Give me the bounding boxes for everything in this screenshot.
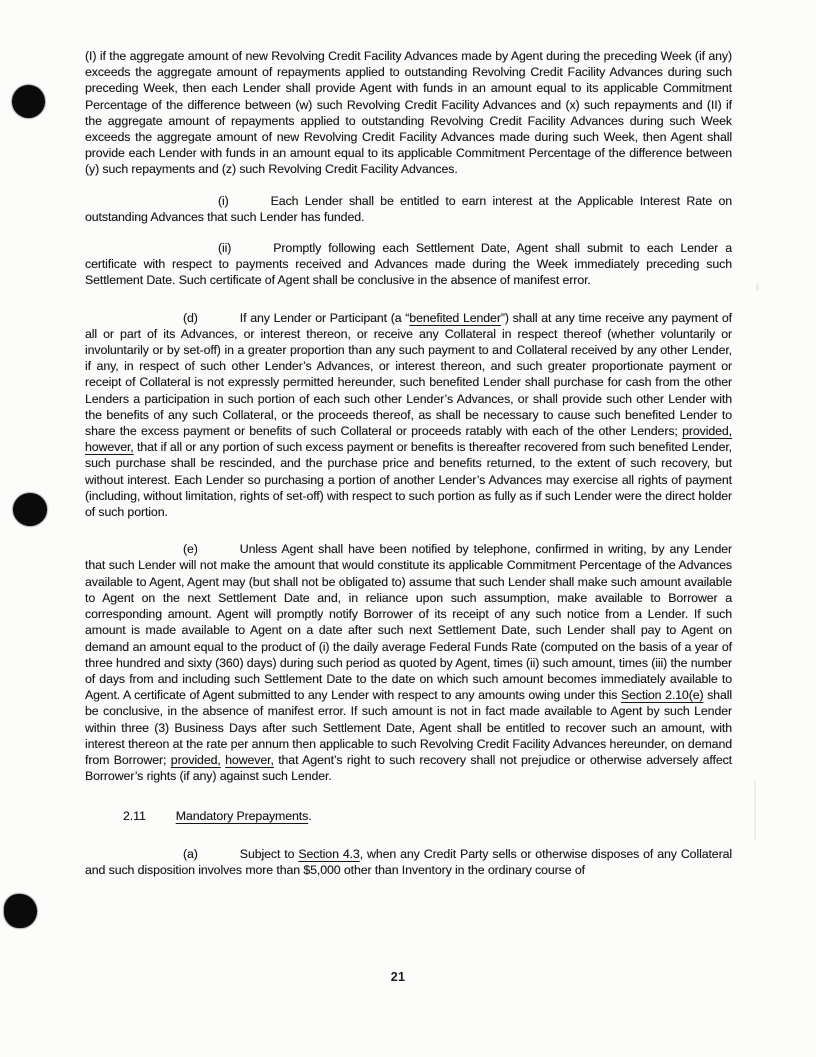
- paragraph-label: (d): [183, 310, 198, 325]
- paragraph-d: [85, 310, 732, 521]
- paragraph-label: (i): [218, 193, 229, 208]
- text-run: that if all or any portion of such excess payment or benefits is thereafter recovered from such benefited Lender, such purchase shall be rescinded, and the purchase price and benefits returned, to the extent of such recovery, but without interest. Each Lender so purchasing a portion of another Lender’s Advances may exercise all rights of payment (including, without limitation, rights of set-off) with respect to such portion as fully as if such Lender were the direct holder of such portion.: [85, 440, 732, 520]
- text-run: shall be conclusive, in the absence of manifest error. If such amount is not in fact made available to Agent by such Lender within three (3) Business Days after such Settlement Date, Agent shall be entitled to recover such an amount, with interest thereon at the rate per annum then applicable to such Revolving Credit Facility Advances hereunder, on demand from Borrower;: [85, 688, 732, 767]
- scan-artifact: [756, 283, 759, 291]
- page-number: 21: [390, 970, 406, 984]
- hole-punch-bottom: [4, 894, 37, 928]
- underlined-text: provided,: [170, 752, 221, 767]
- paragraph-label: (ii): [218, 241, 232, 256]
- paragraph-a: [85, 846, 732, 878]
- underlined-text: Section 2.10(e): [620, 688, 704, 703]
- text-run: , when any Credit Party sells or otherwise disposes of any Collateral and such disposition involves more than $5,000 other than Inventory in the ordinary course of: [85, 846, 732, 877]
- text-run: .: [308, 809, 312, 824]
- text-run: If any Lender or Participant (a “: [239, 310, 410, 325]
- section-number: 2.11: [123, 809, 146, 824]
- underlined-text: benefited Lender: [409, 310, 501, 325]
- underlined-text: however,: [85, 440, 134, 455]
- document-body: [85, 48, 732, 878]
- text-run: Promptly following each Settlement Date, Agent shall submit to each Lender a certificate with respect to payments received and Advances made during the Week immediately preceding such Settlement Date. Such certificate of Agent shall be conclusive in the absence of manifest error.: [85, 241, 732, 288]
- paragraph-i: [85, 193, 732, 225]
- underlined-text: however,: [225, 752, 274, 767]
- paragraph-label: (a): [183, 846, 198, 861]
- section-heading: [85, 808, 732, 824]
- paragraph-body: [85, 48, 732, 178]
- paragraph-e: [85, 541, 732, 784]
- paragraph-label: (e): [183, 542, 198, 557]
- scan-artifact: [754, 780, 756, 840]
- text-run: Unless Agent shall have been notified by telephone, confirmed in writing, by any Lender that such Lender will not make the amount that would constitute its applicable Commitment Percentage of the Advances available to Agent, Agent may (but shall not be obligated to) assume that such Lender shall make such amount available to Agent on the next Settlement Date and, in reliance upon such assumption, make available to Borrower a corresponding amount. Agent will promptly notify Borrower of its receipt of any such notice from a Lender. If such amount is made available to Agent on a date after such next Settlement Date, such Lender shall pay to Agent on demand an amount equal to the product of (i) the daily average Federal Funds Rate (computed on the basis of a year of three hundred and sixty (360) days) during such period as quoted by Agent, times (ii) such amount, times (iii) the number of days from and including such Settlement Date to the date on which such amount becomes immediately available to Agent. A certificate of Agent submitted to any Lender with respect to any amounts owing under this: [85, 542, 732, 703]
- hole-punch-top: [12, 85, 45, 118]
- text-run: ”) shall at any time receive any payment of all or part of its Advances, or interest thereon, or receive any Collateral in respect thereof (whether voluntarily or involuntarily or by set-off) in a greater proportion than any such payment to and Collateral received by any other Lender, if any, in respect of such other Lender’s Advances, or interest thereon, and such greater proportionate payment or receipt of Collateral is not expressly permitted hereunder, such benefited Lender shall purchase for cash from the other Lenders a participation in such portion of each such other Lender’s Advances, or shall provide such other Lender with the benefits of any such Collateral, or the proceeds thereof, as shall be necessary to cause such benefited Lender to share the excess payment or benefits of such Collateral or proceeds ratably with each of the other Lenders;: [85, 310, 732, 439]
- underlined-text: Section 4.3: [298, 846, 360, 861]
- underlined-text: provided,: [682, 424, 732, 439]
- underlined-text: Mandatory Prepayments: [175, 809, 309, 824]
- paragraph-ii: [85, 240, 732, 289]
- text-run: (I) if the aggregate amount of new Revolving Credit Facility Advances made by Agent during the preceding Week (if any) exceeds the aggregate amount of repayments applied to outstanding Revolving Credit Facility Advances during such preceding Week, then each Lender shall provide Agent with funds in an amount equal to its applicable Commitment Percentage of the difference between (w) such Revolving Credit Facility Advances and (x) such repayments and (II) if the aggregate amount of repayments applied to outstanding Revolving Credit Facility Advances during such Week exceeds the aggregate amount of new Revolving Credit Facility Advances made during such Week, then Agent shall provide each Lender with funds in an amount equal to its applicable Commitment Percentage of the difference between (y) such repayments and (z) such Revolving Credit Facility Advances.: [85, 49, 732, 177]
- text-run: that Agent’s right to such recovery shall not prejudice or otherwise adversely affect Borrower’s rights (if any) against such Lender.: [85, 752, 732, 784]
- text-run: Subject to: [239, 846, 299, 861]
- hole-punch-middle: [13, 493, 47, 526]
- text-run: Each Lender shall be entitled to earn interest at the Applicable Interest Rate on outstanding Advances that such Lender has funded.: [85, 193, 732, 224]
